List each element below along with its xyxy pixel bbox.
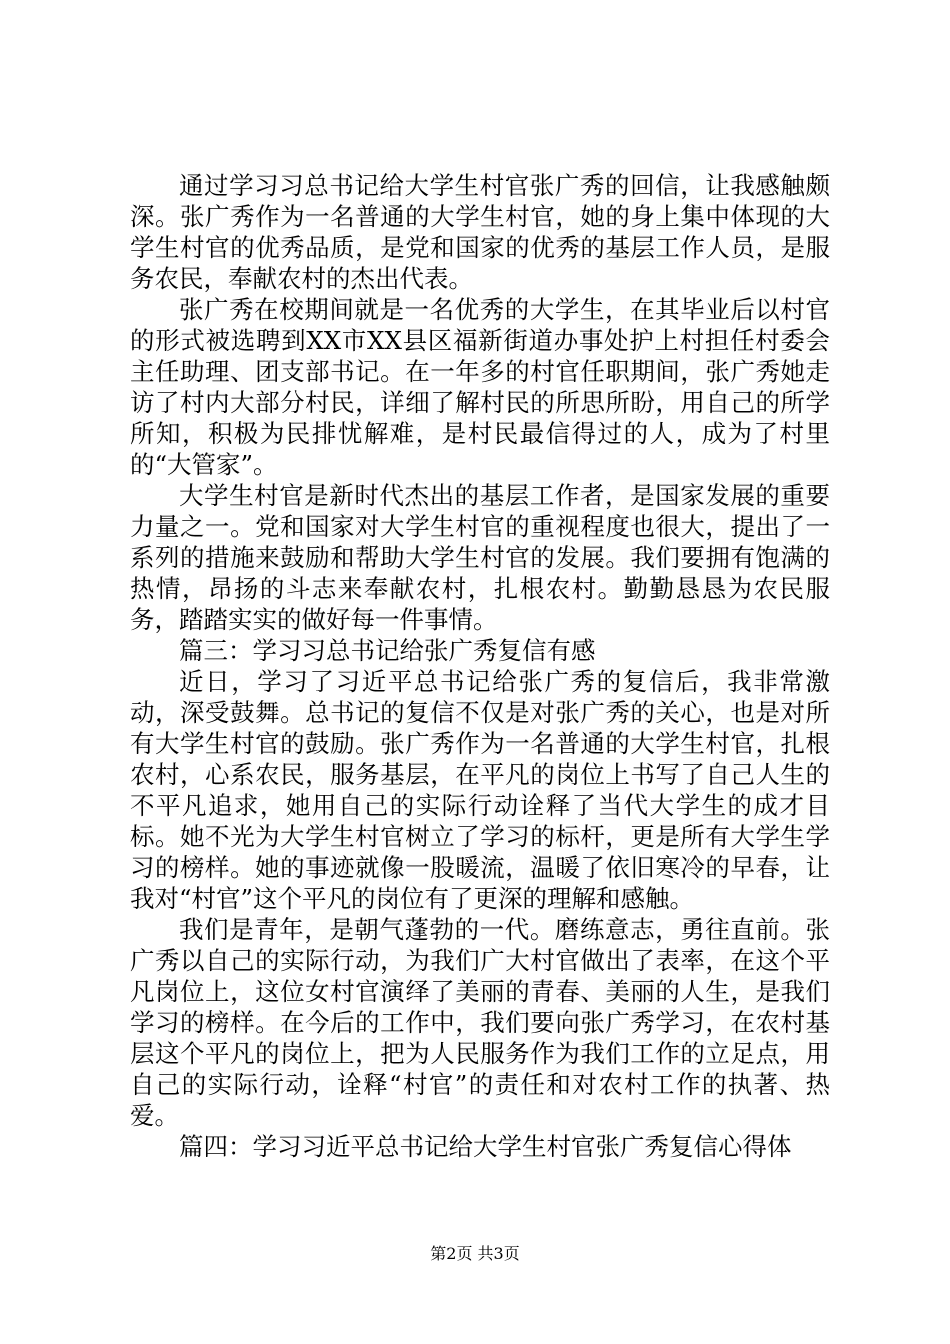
page-footer: 第2页 共3页 (430, 1244, 520, 1263)
paragraph-2: 张广秀在校期间就是一名优秀的大学生，在其毕业后以村官的形式被选聘到XX市XX县区福新街道办事处护上村担任村委会主任助理、团支部书记。在一年多的村官任职期间，张广秀她走访了村内大部分村民，详细了解村民的所思所盼，用自己的所学所知，积极为民排忧解难，是村民最信得过的人，成为了村里的“大管家”。 (130, 295, 830, 479)
paragraph-1: 通过学习习总书记给大学生村官张广秀的回信，让我感触颇深。张广秀作为一名普通的大学生村官，她的身上集中体现的大学生村官的优秀品质，是党和国家的优秀的基层工作人员，是服务农民，奉献农村的杰出代表。 (130, 171, 830, 293)
paragraph-3: 大学生村官是新时代杰出的基层工作者，是国家发展的重要力量之一。党和国家对大学生村官的重视程度也很大，提出了一系列的措施来鼓励和帮助大学生村官的发展。我们要拥有饱满的热情，昂扬的斗志来奉献农村，扎根农村。勤勤恳恳为农民服务，踏踏实实的做好每一件事情。 (130, 481, 830, 634)
paragraph-5: 我们是青年，是朝气蓬勃的一代。磨练意志，勇往直前。张广秀以自己的实际行动，为我们广大村官做出了表率，在这个平凡岗位上，这位女村官演绎了美丽的青春、美丽的人生，是我们学习的榜样。在今后的工作中，我们要向张广秀学习，在农村基层这个平凡的岗位上，把为人民服务作为我们工作的立足点，用自己的实际行动，诠释“村官”的责任和对农村工作的执著、热爱。 (130, 915, 830, 1130)
section-heading-part-three: 篇三：学习习总书记给张广秀复信有感 (179, 636, 596, 665)
section-heading-part-four: 篇四：学习习近平总书记给大学生村官张广秀复信心得体 (179, 1132, 792, 1161)
document-body (130, 170, 830, 1162)
paragraph-4: 近日，学习了习近平总书记给张广秀的复信后，我非常激动，深受鼓舞。总书记的复信不仅是对张广秀的关心，也是对所有大学生村官的鼓励。张广秀作为一名普通的大学生村官，扎根农村，心系农民，服务基层，在平凡的岗位上书写了自己人生的不平凡追求，她用自己的实际行动诠释了当代大学生的成才目标。她不光为大学生村官树立了学习的标杆，更是所有大学生学习的榜样。她的事迹就像一股暖流，温暖了依旧寒冷的早春，让我对“村官”这个平凡的岗位有了更深的理解和感触。 (130, 667, 830, 913)
